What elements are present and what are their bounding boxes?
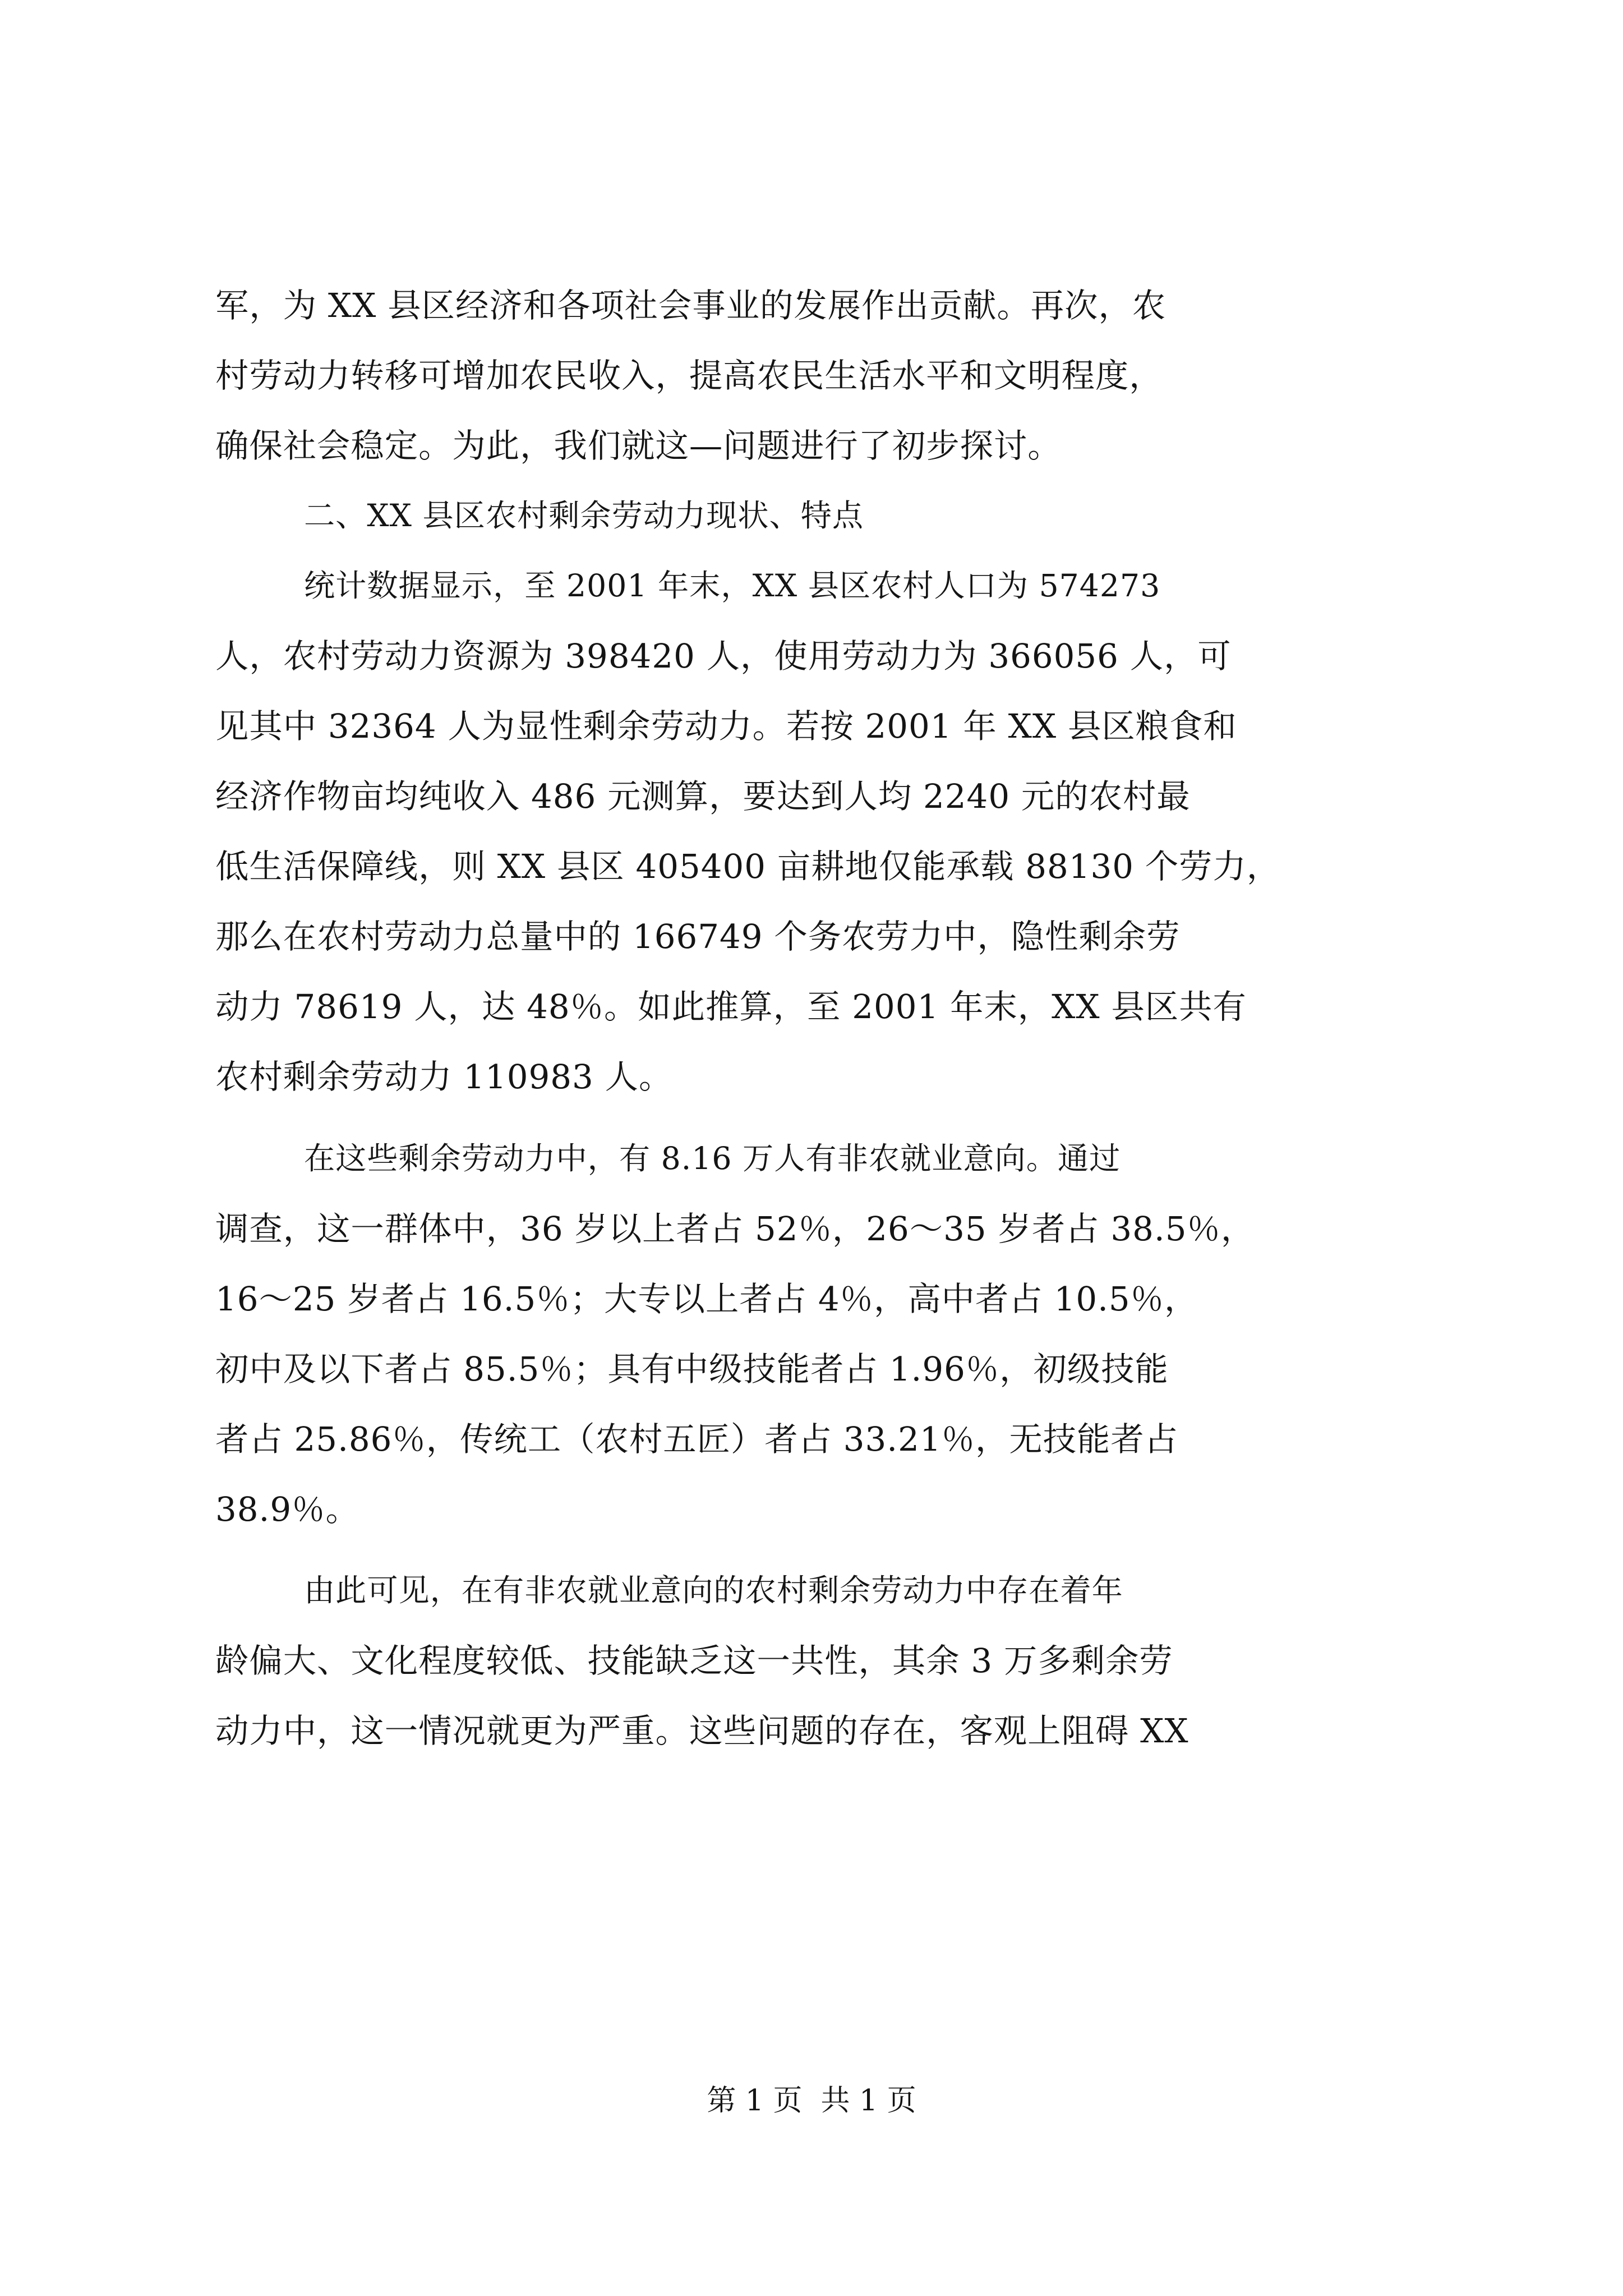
text-line-6: 人，农村劳动力资源为 398420 人，使用劳动力为 366056 人，可 [215, 637, 1232, 675]
text-line-13: 在这些剩余劳动力中，有 8.16 万人有非农就业意向。通过 [304, 1141, 1121, 1177]
text-line-2: 村劳动力转移可增加农民收入，提高农民生活水平和文明程度， [215, 356, 1163, 395]
text-line-17: 者占 25.86％，传统工（农村五匠）者占 33.21％，无技能者占 [215, 1420, 1179, 1458]
text-line-19: 由此可见，在有非农就业意向的农村剩余劳动力中存在着年 [304, 1573, 1123, 1609]
text-line-21: 动力中，这一情况就更为严重。这些问题的存在，客观上阻碍 XX [215, 1711, 1189, 1750]
text-line-7: 见其中 32364 人为显性剩余劳动力。若按 2001 年 XX 县区粮食和 [215, 707, 1237, 746]
text-line-18: 38.9％。 [215, 1490, 359, 1529]
text-line-5: 统计数据显示，至 2001 年末，XX 县区农村人口为 574273 [304, 568, 1161, 604]
text-line-10: 那么在农村劳动力总量中的 166749 个务农劳力中，隐性剩余劳 [215, 917, 1181, 956]
text-line-15: 16～25 岁者占 16.5％；大专以上者占 4％，高中者占 10.5％， [215, 1280, 1198, 1318]
text-line-8: 经济作物亩均纯收入 486 元测算，要达到人均 2240 元的农村最 [215, 777, 1191, 816]
text-line-11: 动力 78619 人，达 48％。如此推算，至 2001 年末，XX 县区共有 [215, 987, 1247, 1026]
text-line-16: 初中及以下者占 85.5％；具有中级技能者占 1.96％，初级技能 [215, 1350, 1169, 1388]
text-line-20: 龄偏大、文化程度较低、技能缺乏这一共性，其余 3 万多剩余劳 [215, 1641, 1173, 1680]
text-line-14: 调查，这一群体中，36 岁以上者占 52％，26～35 岁者占 38.5％， [215, 1209, 1255, 1248]
text-line-9: 低生活保障线，则 XX 县区 405400 亩耕地仅能承载 88130 个劳力， [215, 847, 1281, 886]
page-footer: 第 1 页 共 1 页 [707, 2084, 916, 2118]
text-line-12: 农村剩余劳动力 110983 人。 [215, 1057, 673, 1096]
text-line-1: 军，为 XX 县区经济和各项社会事业的发展作出贡献。再次，农 [215, 286, 1166, 325]
section-heading: 二、XX 县区农村剩余劳动力现状、特点 [304, 498, 864, 534]
text-line-3: 确保社会稳定。为此，我们就这—问题进行了初步探讨。 [215, 426, 1062, 465]
